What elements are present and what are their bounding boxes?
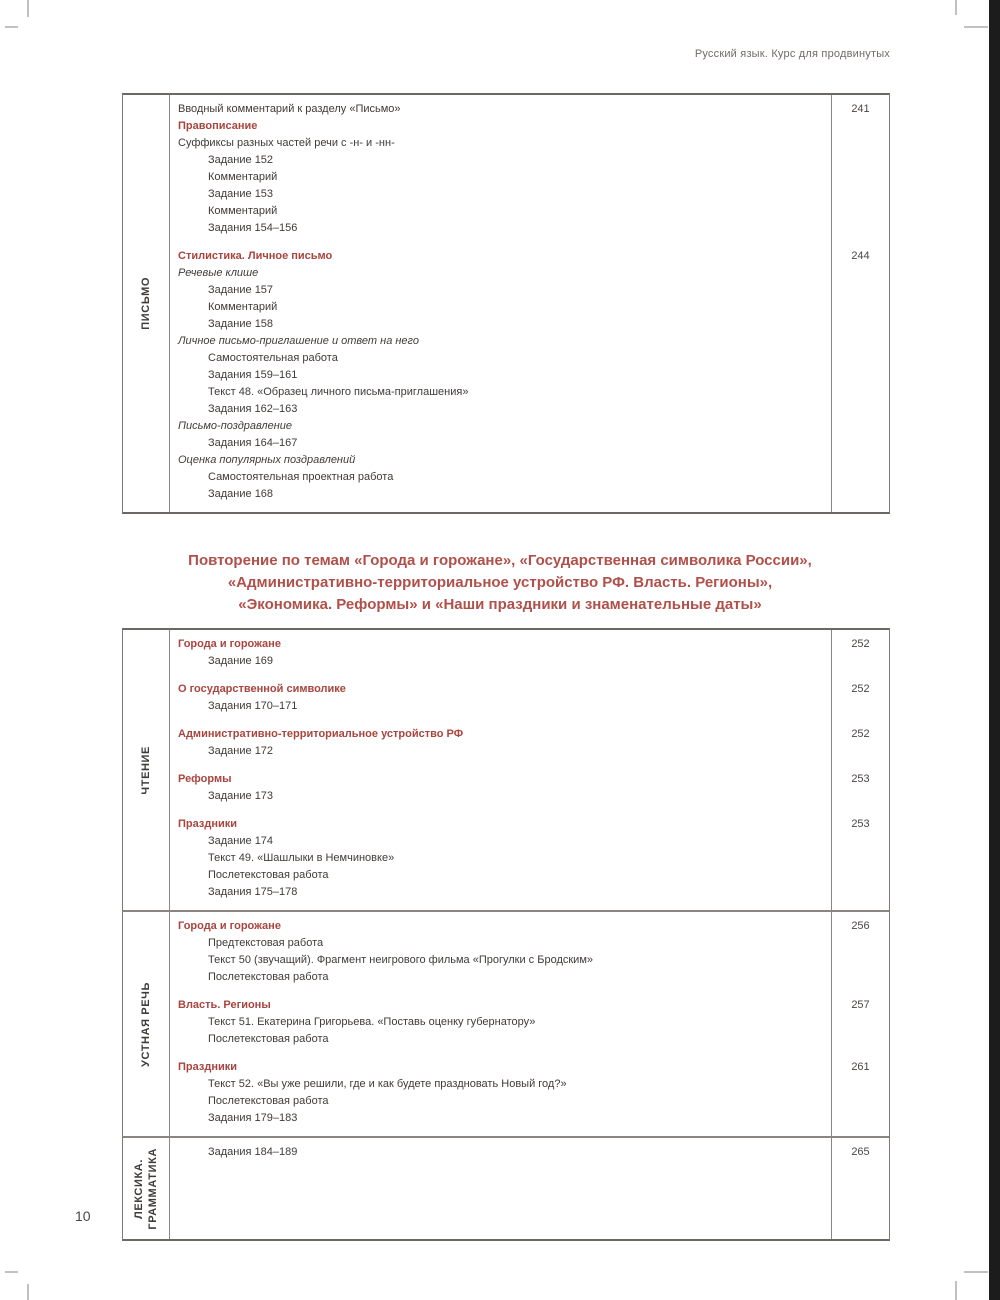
toc-group-lines	[178, 681, 832, 715]
toc-entry: Послетекстовая работа	[208, 1033, 329, 1045]
toc-entry: Комментарий	[208, 171, 278, 183]
toc-group	[178, 1059, 889, 1127]
toc-topic-heading: Города и горожане	[178, 638, 281, 650]
toc-entry: Послетекстовая работа	[208, 1095, 329, 1107]
toc-group	[178, 726, 889, 760]
toc-entry: Послетекстовая работа	[208, 971, 329, 983]
toc-group-lines	[178, 248, 832, 503]
toc-page-ref: 257	[851, 999, 870, 1011]
toc-entry: Послетекстовая работа	[208, 869, 329, 881]
toc-group-lines	[178, 726, 832, 760]
toc-page-ref: 252	[851, 683, 870, 695]
row-label-2	[123, 912, 170, 1136]
toc-group-lines	[178, 1144, 832, 1161]
table-row	[123, 910, 889, 1136]
toc-entry: Задание 173	[208, 790, 274, 802]
row-label-1	[123, 630, 170, 910]
toc-topic-heading: Праздники	[178, 818, 238, 830]
toc-entry: Задания 159–161	[208, 369, 298, 381]
section-heading-line: Повторение по темам «Города и горожане», «Государственная символика России»,	[188, 552, 812, 569]
toc-entry: Задания 154–156	[208, 222, 298, 234]
row-content	[170, 1138, 889, 1239]
toc-group-lines	[178, 771, 832, 805]
toc-group	[178, 681, 889, 715]
toc-entry: Задания 170–171	[208, 700, 298, 712]
toc-entry: Личное письмо-приглашение и ответ на него	[178, 335, 419, 347]
toc-entry: Текст 48. «Образец личного письма-приглашения»	[208, 386, 469, 398]
crop-mark	[27, 1284, 29, 1300]
toc-entry: Задания 164–167	[208, 437, 298, 449]
toc-table-povtorenie	[122, 628, 890, 1241]
row-label-1	[123, 95, 170, 512]
section-heading-line: «Экономика. Реформы» и «Наши праздники и знаменательные даты»	[238, 596, 762, 613]
row-label-3	[123, 1138, 170, 1239]
toc-entry: Задания 184–189	[208, 1146, 298, 1158]
toc-entry: Задания 162–163	[208, 403, 298, 415]
toc-group	[178, 997, 889, 1048]
page-number: 10	[75, 1208, 91, 1224]
toc-group	[178, 636, 889, 670]
toc-entry: Задание 157	[208, 284, 274, 296]
table-row	[123, 1136, 889, 1239]
toc-entry: Предтекстовая работа	[208, 937, 324, 949]
toc-entry: Текст 49. «Шашлыки в Немчиновке»	[208, 852, 395, 864]
toc-group	[178, 816, 889, 901]
toc-entry: Текст 51. Екатерина Григорьева. «Поставь оценку губернатору»	[208, 1016, 536, 1028]
table-row	[123, 95, 889, 512]
toc-topic-heading: Реформы	[178, 773, 232, 785]
toc-entry: Текст 50 (звучащий). Фрагмент неигрового фильма «Прогулки с Бродским»	[208, 954, 594, 966]
row-label-text: ЧТЕНИЕ	[140, 745, 152, 795]
toc-entry: Комментарий	[208, 301, 278, 313]
row-content	[170, 95, 889, 512]
toc-topic-heading: Праздники	[178, 1061, 238, 1073]
toc-group-lines	[178, 636, 832, 670]
toc-entry: Самостоятельная работа	[208, 352, 338, 364]
toc-topic-heading: Стилистика. Личное письмо	[178, 250, 333, 262]
row-label-text: УСТНАЯ РЕЧЬ	[140, 981, 152, 1067]
toc-group	[178, 918, 889, 986]
toc-entry: Самостоятельная проектная работа	[208, 471, 394, 483]
toc-group	[178, 1144, 889, 1161]
toc-topic-heading: Административно-территориальное устройство РФ	[178, 728, 464, 740]
section-heading-line: «Административно-территориальное устройство РФ. Власть. Регионы»,	[227, 574, 773, 591]
crop-mark	[27, 0, 29, 17]
toc-entry: Комментарий	[208, 205, 278, 217]
toc-entry: Задание 172	[208, 745, 274, 757]
crop-mark	[5, 1271, 18, 1273]
toc-page-ref: 253	[851, 818, 870, 830]
row-label-text: ПИСЬМО	[140, 277, 152, 330]
toc-entry: Задание 152	[208, 154, 274, 166]
toc-page-ref: 252	[851, 728, 870, 740]
crop-mark	[955, 1281, 957, 1300]
crop-mark	[964, 26, 988, 28]
toc-page-ref: 256	[851, 920, 870, 932]
toc-entry: Задание 153	[208, 188, 274, 200]
toc-topic-heading: Власть. Регионы	[178, 999, 271, 1011]
toc-page-ref: 253	[851, 773, 870, 785]
toc-group	[178, 248, 889, 503]
toc-group-lines	[178, 918, 832, 986]
crop-mark	[5, 26, 18, 28]
row-label-text: ГРАММАТИКА	[147, 1147, 159, 1230]
toc-group-lines	[178, 101, 832, 237]
row-content	[170, 912, 889, 1136]
toc-topic-heading: Города и горожане	[178, 920, 281, 932]
scan-edge-strip	[989, 0, 1000, 1300]
toc-entry: Задание 174	[208, 835, 274, 847]
toc-page-ref: 261	[851, 1061, 870, 1073]
toc-entry: Суффиксы разных частей речи с -н- и -нн-	[178, 137, 395, 149]
toc-entry: Задание 158	[208, 318, 274, 330]
toc-page-ref: 252	[851, 638, 870, 650]
toc-entry: Задание 168	[208, 488, 274, 500]
section-heading	[130, 550, 870, 616]
toc-group-lines	[178, 1059, 832, 1127]
toc-entry: Текст 52. «Вы уже решили, где и как будете праздновать Новый год?»	[208, 1078, 567, 1090]
toc-entry: Речевые клише	[178, 267, 259, 279]
crop-mark	[964, 1271, 988, 1273]
toc-page-ref: 244	[851, 250, 870, 262]
toc-entry: Задания 175–178	[208, 886, 298, 898]
toc-entry: Задания 179–183	[208, 1112, 298, 1124]
table-row	[123, 630, 889, 910]
toc-group-lines	[178, 816, 832, 901]
row-content	[170, 630, 889, 910]
toc-table-pismo	[122, 93, 890, 514]
toc-topic-heading: О государственной символике	[178, 683, 346, 695]
toc-entry: Письмо-поздравление	[178, 420, 293, 432]
toc-page-ref: 265	[851, 1146, 870, 1158]
toc-entry: Задание 169	[208, 655, 274, 667]
row-label-text: ЛЕКСИКА.	[133, 1158, 145, 1219]
toc-page-ref: 241	[851, 103, 870, 115]
toc-group	[178, 101, 889, 237]
toc-topic-heading: Правописание	[178, 120, 258, 132]
toc-group	[178, 771, 889, 805]
crop-mark	[955, 0, 957, 15]
running-head: Русский язык. Курс для продвинутых	[694, 48, 890, 60]
toc-group-lines	[178, 997, 832, 1048]
toc-entry: Вводный комментарий к разделу «Письмо»	[178, 103, 401, 115]
toc-entry: Оценка популярных поздравлений	[178, 454, 356, 466]
